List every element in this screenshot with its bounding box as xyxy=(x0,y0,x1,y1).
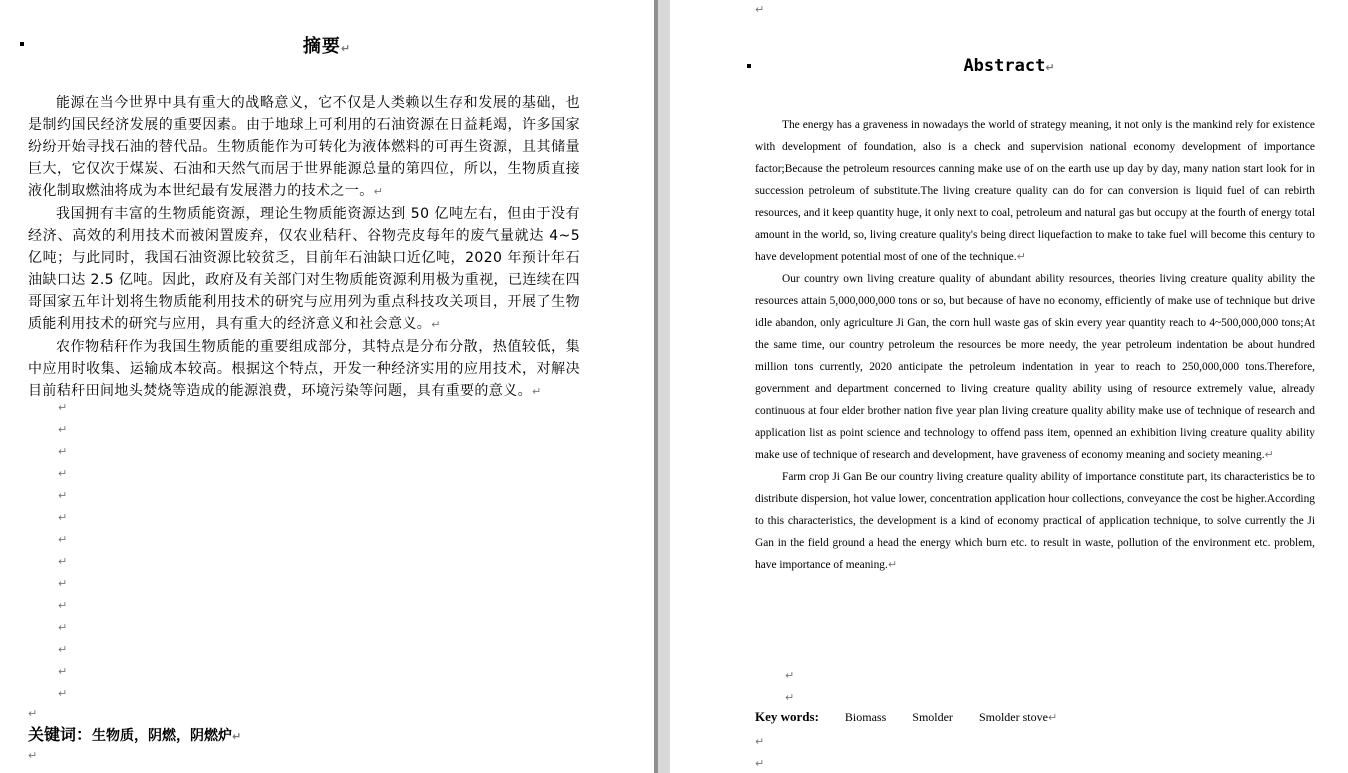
paragraph-mark: ↵ xyxy=(58,467,68,480)
paragraph-mark: ↵ xyxy=(755,735,765,748)
paragraph-mark: ↵ xyxy=(58,643,68,656)
document-page-english xyxy=(670,0,1348,773)
english-abstract-body[interactable] xyxy=(755,114,1315,576)
chinese-abstract-body[interactable] xyxy=(28,92,580,403)
keywords-value: 生物质，阴燃，阴燃炉 xyxy=(92,728,233,744)
chinese-keywords: 关键词：生物质，阴燃，阴燃炉↵ xyxy=(28,725,242,744)
document-page-chinese xyxy=(0,0,654,773)
english-keywords: Key words: Biomass Smolder Smolder stove↵ xyxy=(755,709,1058,724)
english-paragraph: Our country own living creature quality of abundant ability resources, theories living creature quality ability the resources attain 5,000,000,000 tons or so, but because of have no economy, efficiently of make use of technique but drive idle abandon, only agriculture Ji Gan, the corn hull waste gas of skin every year quantity reach to 4~500,000,000 tons;At the same time, our country petroleum the resources be more needy, the year petroleum indentation be about hundred million tons currently, 2020 anticipate the petroleum indentation in year to reach to 250,000,000 tons.Therefore, government and department concerned to living creature quality ability using of resource extremely value, already continuous at four elder brother nation five year plan living creature quality ability make use of technique of research and application list as point science and technology to offend pass item, openned an exhibition living creature quality ability make use of technique of research and development, have graveness of economy meaning and society meaning.↵ xyxy=(755,273,1315,461)
paragraph-mark: ↵ xyxy=(28,707,38,720)
paragraph-mark: ↵ xyxy=(58,687,68,700)
paragraph-mark: ↵ xyxy=(58,599,68,612)
paragraph-mark: ↵ xyxy=(58,401,68,414)
english-title: Abstract↵ xyxy=(963,56,1055,76)
paragraph-mark: ↵ xyxy=(58,511,68,524)
paragraph-mark: ↵ xyxy=(58,423,68,436)
keyword-item: Biomass xyxy=(844,710,887,724)
chinese-paragraph: 能源在当今世界中具有重大的战略意义，它不仅是人类赖以生存和发展的基础，也是制约国民经济发展的重要因素。由于地球上可利用的石油资源在日益耗竭，许多国家纷纷开始寻找石油的替代品。生物质能作为可转化为液体燃料的可再生资源，且其储量巨大，它仅次于煤炭、石油和天然气而居于世界能源总量的第四位，所以，生物质直接液化制取燃油将成为本世纪最有发展潜力的技术之一。↵ xyxy=(28,95,580,199)
keyword-item: Smolder stove xyxy=(978,710,1048,724)
paragraph-mark: ↵ xyxy=(785,691,795,704)
english-paragraph: The energy has a graveness in nowadays the world of strategy meaning, it not only is the mankind rely for existence with development of foundation, also is a check and supervision national economy development of importance factor;Because the petroleum resources canning make use of on the earth use up day by day, many nation start look for in succession petroleum of substitute.The living creature quality can do for can conversion is liquid fuel of can rebirth resources, and it keep quantity huge, it only next to coal, petroleum and natural gas but occupy at the fourth of energy total amount in the world, so, living creature quality's being direct liquefaction to make to take fuel will become this century to have development potential most of one of the technique.↵ xyxy=(755,119,1315,263)
chinese-title: 摘要↵ xyxy=(302,36,352,57)
chinese-paragraph: 农作物秸秆作为我国生物质能的重要组成部分，其特点是分布分散，热值较低，集中应用时收集、运输成本较高。根据这个特点，开发一种经济实用的应用技术，对解决目前秸秆田间地头焚烧等造成的能源浪费，环境污染等问题，具有重要的意义。↵ xyxy=(28,339,580,399)
paragraph-mark: ↵ xyxy=(58,665,68,678)
paragraph-mark: ↵ xyxy=(58,621,68,634)
english-paragraph: Farm crop Ji Gan Be our country living creature quality ability of importance constitute part, its characteristics be to distribute dispersion, hot value lower, concentration application hour collections, conveyance the cost be higher.According to this characteristics, the development is a kind of economy practical of application technique, to solve currently the Ji Gan in the field ground a head the energy which burn etc. to result in waste, pollution of the environment etc. problem, have importance of meaning.↵ xyxy=(755,471,1315,571)
paragraph-mark: ↵ xyxy=(755,3,765,16)
keyword-item: Smolder xyxy=(912,710,953,724)
paragraph-mark: ↵ xyxy=(785,669,795,682)
keywords-label: Key words: xyxy=(755,709,819,724)
keywords-label: 关键词： xyxy=(28,725,93,744)
paragraph-mark: ↵ xyxy=(58,445,68,458)
chinese-paragraph: 我国拥有丰富的生物质能资源，理论生物质能资源达到 50 亿吨左右，但由于没有经济、高效的利用技术而被闲置废弃，仅农业秸秆、谷物壳皮每年的废气量就达 4~5 亿吨；与此同时，我国石油资源比较贫乏，目前年石油缺口近亿吨，2020 年预计年石油缺口达 2.5 亿吨。因此，政府及有关部门对生物质能资源利用极为重视，已连续在四哥国家五年计划将生物质能利用技术的研究与应用列为重点科技攻关项目，开展了生物质能利用技术的研究与应用，具有重大的经济意义和社会意义。↵ xyxy=(28,206,580,332)
paragraph-mark: ↵ xyxy=(58,555,68,568)
paragraph-mark: ↵ xyxy=(755,757,765,770)
paragraph-mark: ↵ xyxy=(58,533,68,546)
page-gutter-shadow xyxy=(658,0,670,773)
paragraph-mark: ↵ xyxy=(58,577,68,590)
paragraph-mark: ↵ xyxy=(28,749,38,762)
paragraph-mark: ↵ xyxy=(58,489,68,502)
